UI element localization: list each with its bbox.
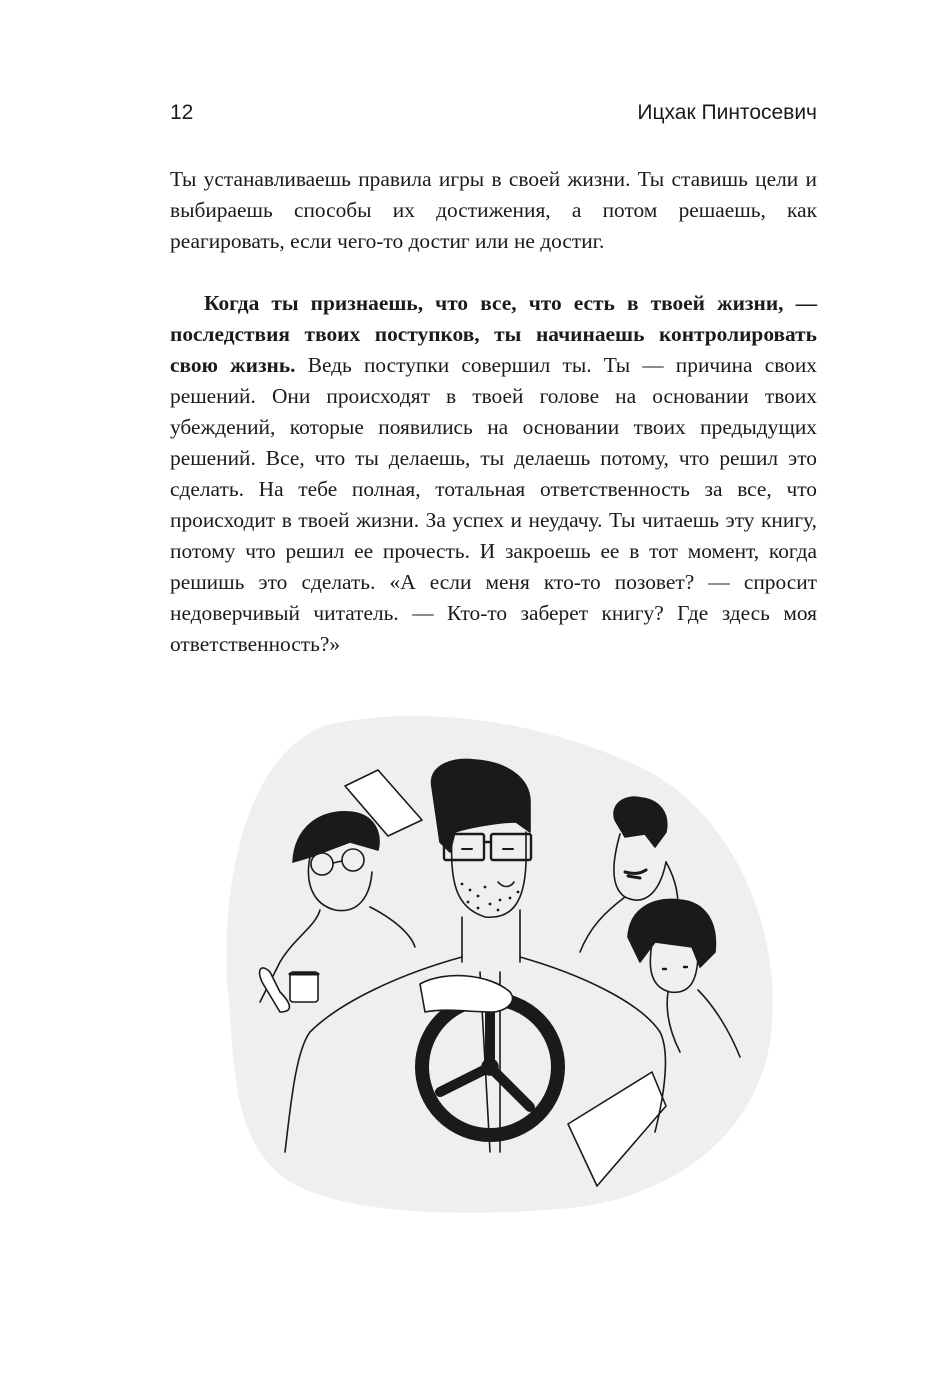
body-text xyxy=(170,164,817,660)
cup-icon xyxy=(290,972,318,1002)
bold-statement: Когда ты признаешь, что все, что есть в твоей жизни, — последствия твоих поступков, ты начинаешь контролировать свою жизнь. xyxy=(170,291,817,377)
paragraph xyxy=(170,288,817,660)
paragraph: Ты устанавливаешь правила игры в своей жизни. Ты ставишь цели и выбираешь способы их достижения, а потом решаешь, как реагировать, если чего-то достиг или не достиг. xyxy=(170,167,817,253)
paragraph-continuation: Ведь поступки совершил ты. Ты — причина своих решений. Они происходят в твоей голове на основании твоих убеждений, которые появились на основании твоих предыдущих решений. Все, что ты делаешь, ты делаешь потому, что решил это сделать. На тебе полная, тотальная ответственность за все, что происходит в твоей жизни. За успех и неудачу. Ты читаешь эту книгу, потому что решил ее прочесть. И закроешь ее в тот момент, когда решишь это сделать. «А если меня кто-то позовет? — спросит недоверчивый читатель. — Кто-то заберет книгу? Где здесь моя ответственность?» xyxy=(170,353,817,656)
running-header xyxy=(170,101,817,135)
author-name: Ицхак Пинтосевич xyxy=(637,101,817,124)
illustration-driver-with-colleagues xyxy=(200,712,780,1222)
page-number: 12 xyxy=(170,101,194,124)
